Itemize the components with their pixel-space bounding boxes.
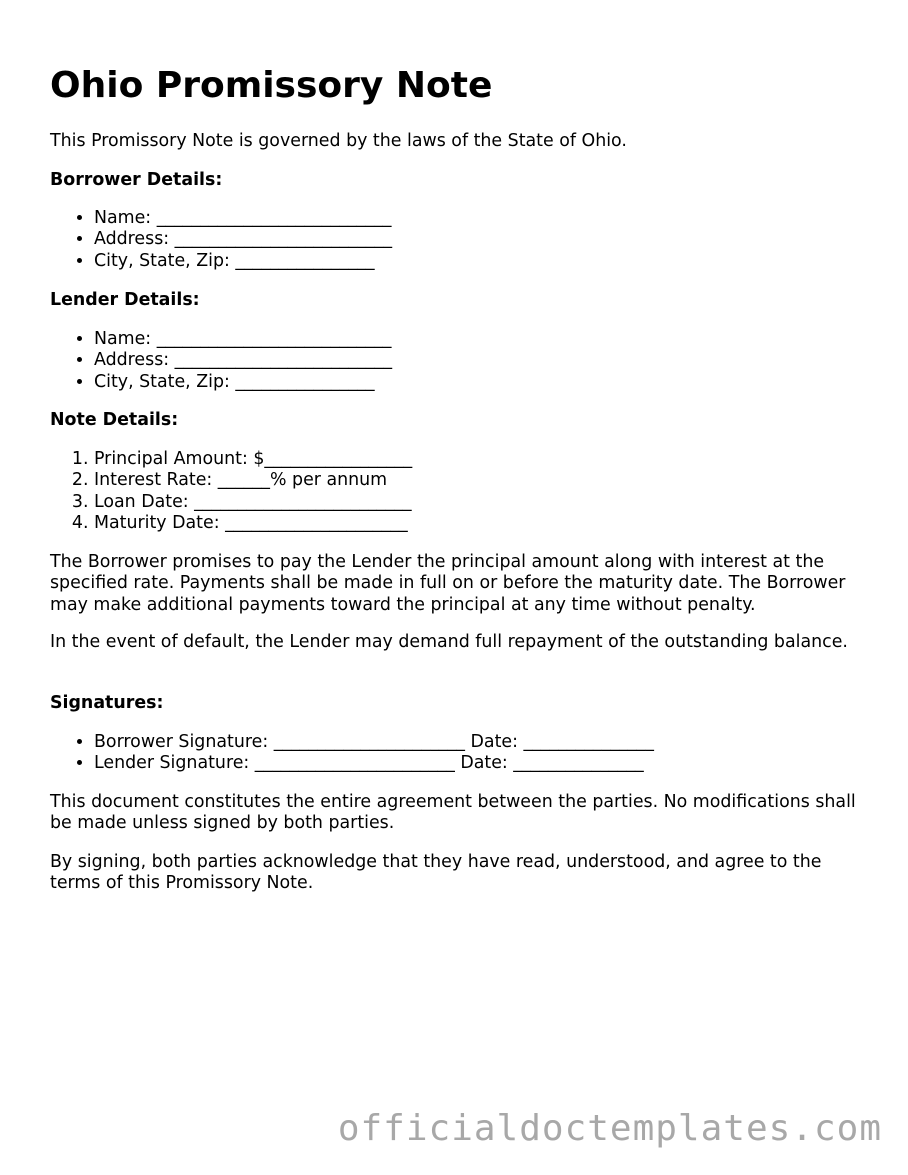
borrower-name-item: • Name: ___________________________ [94,208,392,229]
borrower-city-item: • City, State, Zip: ________________ [94,251,392,272]
entire-agreement-paragraph: This document constitutes the entire agreement between the parties. No modifications shall be made unless signed by both parties. [50,792,856,834]
lender-signature-item: • Lender Signature: _______________________ Date: _______________ [94,753,654,774]
payment-paragraph: The Borrower promises to pay the Lender the principal amount along with interest at the specified rate. Payments shall be made in full on or before the maturity date. The Borrower may make additional payments toward the principal at any time without penalty. [50,552,846,615]
signatures-heading: Signatures: [50,693,164,713]
principal-amount-item: 1. Principal Amount: $_________________ [94,449,412,470]
default-paragraph: In the event of default, the Lender may demand full repayment of the outstanding balance. [50,632,848,652]
loan-date-item: 3. Loan Date: _________________________ [94,492,412,513]
site-watermark: officialdoctemplates.com [337,1108,882,1149]
lender-name-item: • Name: ___________________________ [94,329,392,350]
note-list [50,449,412,534]
borrower-address-item: • Address: _________________________ [94,229,392,250]
borrower-signature-item: • Borrower Signature: ______________________ Date: _______________ [94,732,654,753]
maturity-date-item: 4. Maturity Date: _____________________ [94,513,412,534]
lender-city-item: • City, State, Zip: ________________ [94,372,392,393]
document-title: Ohio Promissory Note [50,65,493,106]
intro-paragraph: This Promissory Note is governed by the laws of the State of Ohio. [50,131,627,151]
note-heading: Note Details: [50,410,179,430]
lender-address-item: • Address: _________________________ [94,350,392,371]
lender-list [50,329,392,393]
borrower-list [50,208,392,272]
interest-rate-item: 2. Interest Rate: ______% per annum [94,470,412,491]
acknowledge-paragraph: By signing, both parties acknowledge that they have read, understood, and agree to the terms of this Promissory Note. [50,852,822,894]
borrower-heading: Borrower Details: [50,170,223,190]
signatures-list [50,732,654,775]
lender-heading: Lender Details: [50,290,200,310]
